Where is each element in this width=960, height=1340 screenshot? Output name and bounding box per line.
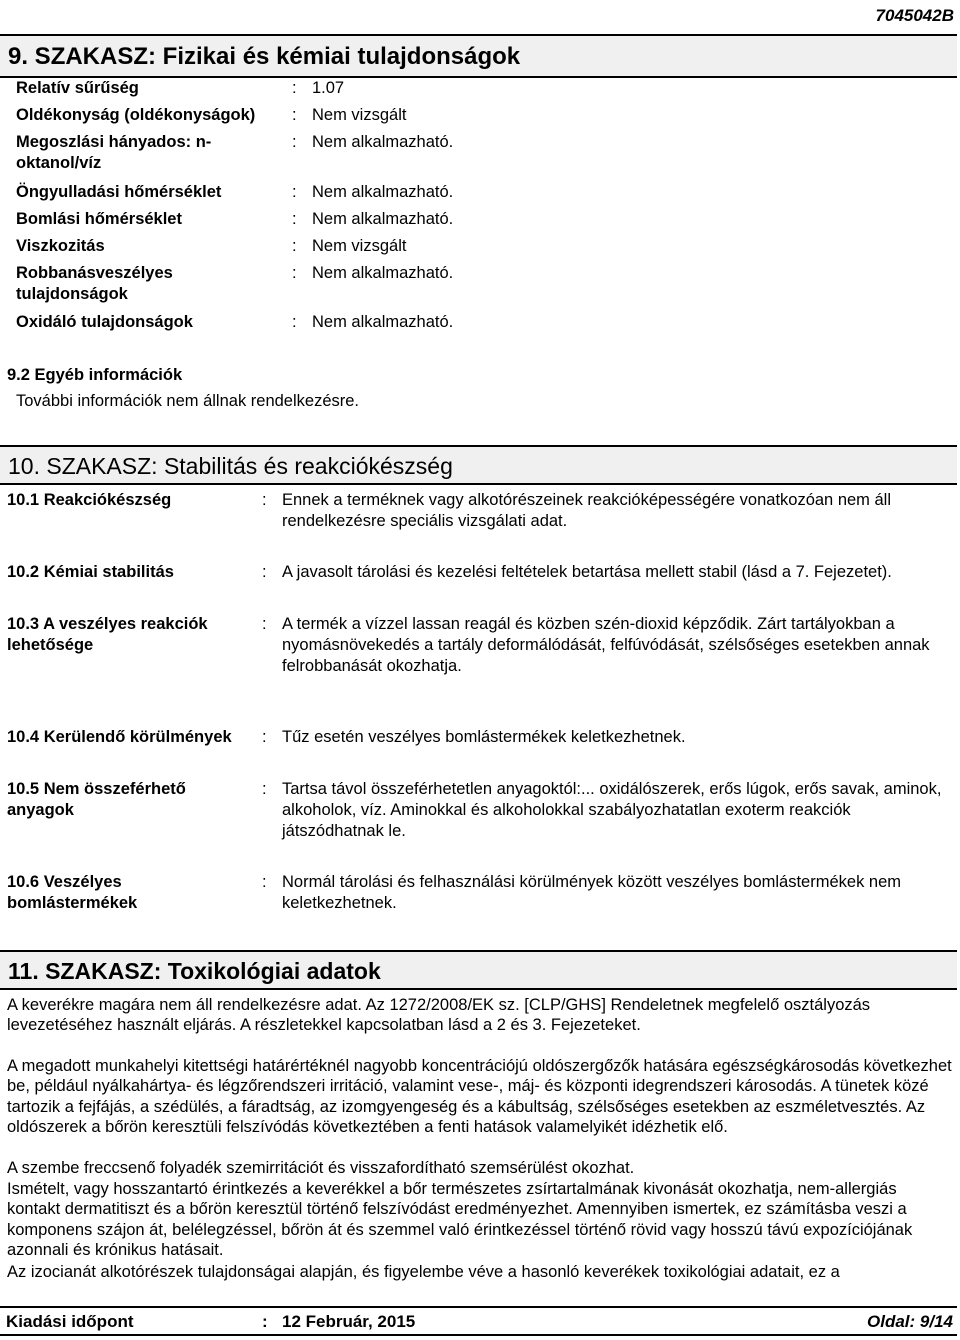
property-colon: : xyxy=(292,106,297,124)
property-value: Nem vizsgált xyxy=(312,106,407,124)
section-10-title: 10. SZAKASZ: Stabilitás és reakciókészség xyxy=(0,445,957,485)
stability-label: 10.4 Kerülendő körülmények xyxy=(7,728,232,746)
section-11-title: 11. SZAKASZ: Toxikológiai adatok xyxy=(0,950,957,990)
page-number: Oldal: 9/14 xyxy=(867,1312,953,1331)
property-label: Relatív sűrűség xyxy=(16,79,139,97)
property-label: Viszkozitás xyxy=(16,237,105,255)
subsection-title: 9.2 Egyéb információk xyxy=(7,366,183,384)
property-value: 1.07 xyxy=(312,79,345,97)
toxicology-paragraph: Ismételt, vagy hosszantartó érintkezés a keverékkel a bőr természetes zsírtartalmának kivonását okozhatja, nem-allergiás kontakt dermatitiszt és a bőrön keresztül történő felszívódást eredményezhet. Amennyiben ismertek, ez számításba veszi a komponens szájon át, belélegzéssel, bőrön át és szemmel való érintkezéssel történő rövid vagy hosszú távú expozíciójának azonnali és krónikus hatásait. xyxy=(7,1180,913,1259)
stability-label: 10.2 Kémiai stabilitás xyxy=(7,563,174,581)
stability-label: 10.6 Veszélyes bomlástermékek xyxy=(7,873,138,912)
property-colon: : xyxy=(292,183,297,201)
property-value: Nem alkalmazható. xyxy=(312,264,454,282)
page-footer xyxy=(0,1306,957,1336)
stability-label: 10.1 Reakciókészség xyxy=(7,491,172,509)
stability-colon: : xyxy=(262,873,267,891)
property-colon: : xyxy=(292,264,297,282)
property-colon: : xyxy=(292,133,297,151)
property-colon: : xyxy=(292,313,297,331)
stability-colon: : xyxy=(262,728,267,746)
stability-value: A javasolt tárolási és kezelési feltételek betartása mellett stabil (lásd a 7. Fejezetet). xyxy=(282,563,892,581)
stability-label: 10.5 Nem összeférhető anyagok xyxy=(7,780,186,819)
property-label: Öngyulladási hőmérséklet xyxy=(16,183,222,201)
property-label: Bomlási hőmérséklet xyxy=(16,210,182,228)
stability-colon: : xyxy=(262,563,267,581)
property-colon: : xyxy=(292,79,297,97)
issue-date-value: 12 Február, 2015 xyxy=(282,1312,416,1331)
property-label: Oxidáló tulajdonságok xyxy=(16,313,193,331)
toxicology-paragraph: A megadott munkahelyi kitettségi határértéknél nagyobb koncentrációjú oldószergőzők hatására egészségkárosodás következhet be, például nyálkahártya- és légzőrendszeri irritáció, valamint vese-, máj- és központi idegrendszeri károsodás. A tünetek közé tartozik a fejfájás, a szédülés, a fáradtság, az izomgyengeség és a kábultság, szélsőséges esetekben az eszméletvesztés. Az oldószerek a bőrön keresztüli felszívódás következtében a fenti hatások valamelyikét idézhetik elő. xyxy=(7,1057,952,1136)
subsection-note: További információk nem állnak rendelkezésre. xyxy=(16,392,360,410)
stability-colon: : xyxy=(262,491,267,509)
property-colon: : xyxy=(292,237,297,255)
stability-value: Ennek a terméknek vagy alkotórészeinek reakcióképességére vonatkozóan nem áll rendelkezésre speciális vizsgálati adat. xyxy=(282,491,892,530)
property-value: Nem alkalmazható. xyxy=(312,210,454,228)
document-id: 7045042B xyxy=(875,6,954,25)
property-colon: : xyxy=(292,210,297,228)
stability-value: A termék a vízzel lassan reagál és közben szén-dioxid képződik. Zárt tartályokban a nyomásnövekedés a tartály deformálódását, felfúvódását, szélsőséges esetekben annak felrobbanását okozhatja. xyxy=(282,615,930,675)
issue-date-colon: : xyxy=(262,1312,268,1331)
property-value: Nem alkalmazható. xyxy=(312,133,454,151)
stability-value: Tartsa távol összeférhetetlen anyagoktól:... oxidálószerek, erős lúgok, erős savak, aminok, alkoholok, víz. Aminokkal és alkoholokkal szabályozhatatlan exoterm reakciók játszódhatnak le. xyxy=(282,780,942,840)
toxicology-paragraph: A keverékre magára nem áll rendelkezésre adat. Az 1272/2008/EK sz. [CLP/GHS] Rendeletnek megfelelő osztályozás levezetéséhez használt eljárás. A részletekkel kapcsolatban lásd a 2 és 3. Fejezeteket. xyxy=(7,996,871,1035)
property-label: Megoszlási hányados: n-oktanol/víz xyxy=(16,133,212,172)
stability-label: 10.3 A veszélyes reakciók lehetősége xyxy=(7,615,208,654)
toxicology-paragraph: A szembe freccsenő folyadék szemirritációt és visszafordítható szemsérülést okozhat. xyxy=(7,1159,635,1177)
property-value: Nem vizsgált xyxy=(312,237,407,255)
toxicology-paragraph: Az izocianát alkotórészek tulajdonságai alapján, és figyelembe véve a hasonló keverékek toxikológiai adatait, ez a xyxy=(7,1263,840,1281)
stability-value: Normál tárolási és felhasználási körülmények között veszélyes bomlástermékek nem keletkezhetnek. xyxy=(282,873,901,912)
issue-date-label: Kiadási időpont xyxy=(6,1312,134,1331)
property-label: Oldékonyság (oldékonyságok) xyxy=(16,106,256,124)
property-label: Robbanásveszélyes tulajdonságok xyxy=(16,264,173,303)
stability-colon: : xyxy=(262,615,267,633)
stability-colon: : xyxy=(262,780,267,798)
stability-value: Tűz esetén veszélyes bomlástermékek keletkezhetnek. xyxy=(282,728,686,746)
property-value: Nem alkalmazható. xyxy=(312,183,454,201)
property-value: Nem alkalmazható. xyxy=(312,313,454,331)
section-9-title: 9. SZAKASZ: Fizikai és kémiai tulajdonságok xyxy=(0,34,957,78)
